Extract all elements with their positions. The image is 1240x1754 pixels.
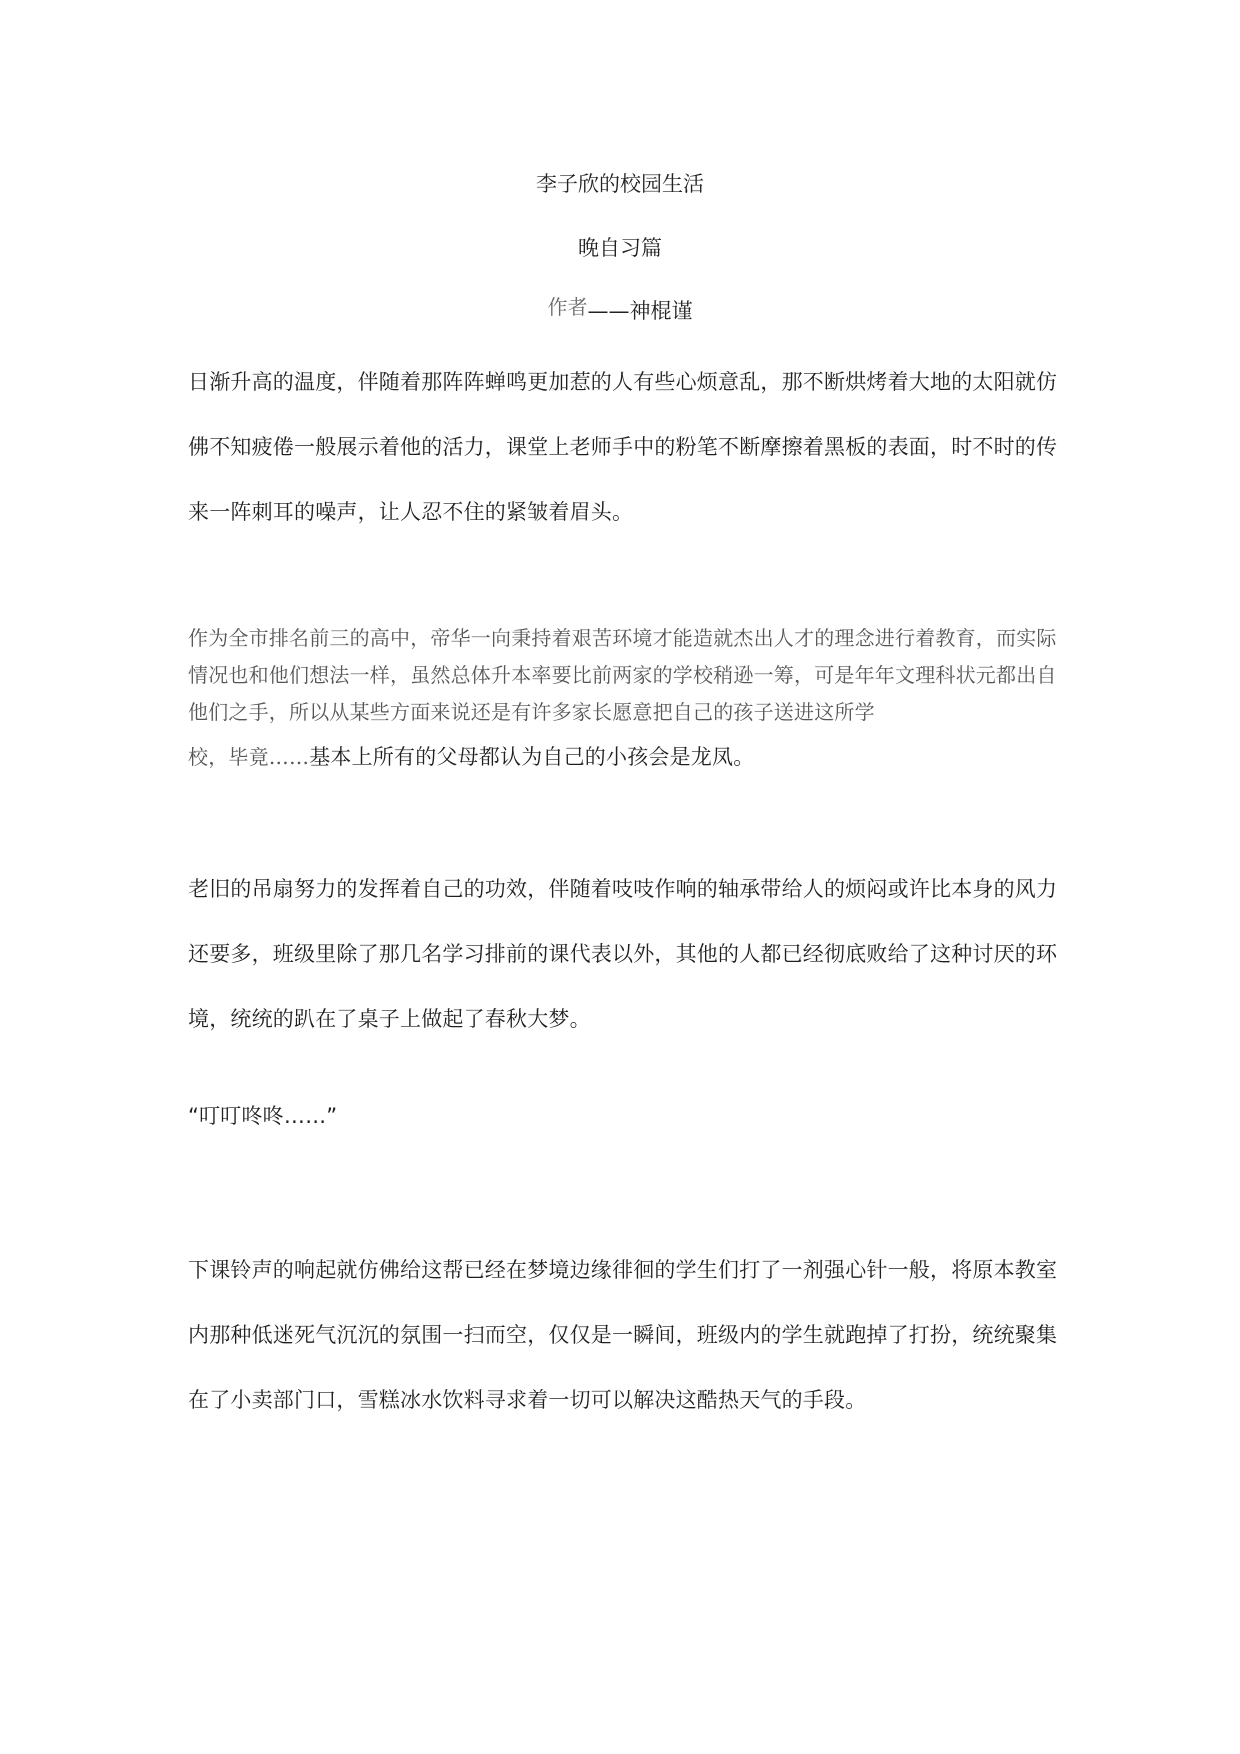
- paragraph-2-tail-sans: 基本上所有的父母都认为自己的小孩会是龙凤。: [309, 745, 755, 769]
- document-title: 李子欣的校园生活: [536, 172, 704, 196]
- paragraph-2-tail-serif: 校，毕竟……: [188, 745, 310, 769]
- paragraph-1: 日渐升高的温度，伴随着那阵阵蝉鸣更加惹的人有些心烦意乱，那不断烘烤着大地的太阳就仿佛不知疲倦一般展示着他的活力，课堂上老师手中的粉笔不断摩擦着黑板的表面，时不时的传来一阵刺耳的噪声，让人忍不住的紧皱着眉头。: [188, 370, 1058, 524]
- author-name: ——神棍谨: [587, 299, 693, 323]
- paragraph-2-body: 作为全市排名前三的高中，帝华一向秉持着艰苦环境才能造就杰出人才的理念进行着教育，而实际情况也和他们想法一样，虽然总体升本率要比前两家的学校稍逊一筹，可是年年文理科状元都出自他们之手，所以从某些方面来说还是有许多家长愿意把自己的孩子送进这所学: [188, 626, 1057, 724]
- paragraph-4-quote: “叮叮咚咚……”: [188, 1104, 338, 1128]
- author-prefix: 作者: [547, 295, 588, 319]
- author-line: [0, 295, 1240, 325]
- paragraph-2-tail: [188, 739, 1058, 776]
- paragraph-2: [188, 620, 1058, 776]
- paragraph-3: 老旧的吊扇努力的发挥着自己的功效，伴随着吱吱作响的轴承带给人的烦闷或许比本身的风力还要多，班级里除了那几名学习排前的课代表以外，其他的人都已经彻底败给了这种讨厌的环境，统统的趴在了桌子上做起了春秋大梦。: [188, 877, 1058, 1031]
- paragraph-5: 下课铃声的响起就仿佛给这帮已经在梦境边缘徘徊的学生们打了一剂强心针一般，将原本教室内那种低迷死气沉沉的氛围一扫而空，仅仅是一瞬间，班级内的学生就跑掉了打扮，统统聚集在了小卖部门口，雪糕冰水饮料寻求着一切可以解决这酷热天气的手段。: [188, 1258, 1058, 1412]
- document-subtitle: 晚自习篇: [578, 236, 662, 260]
